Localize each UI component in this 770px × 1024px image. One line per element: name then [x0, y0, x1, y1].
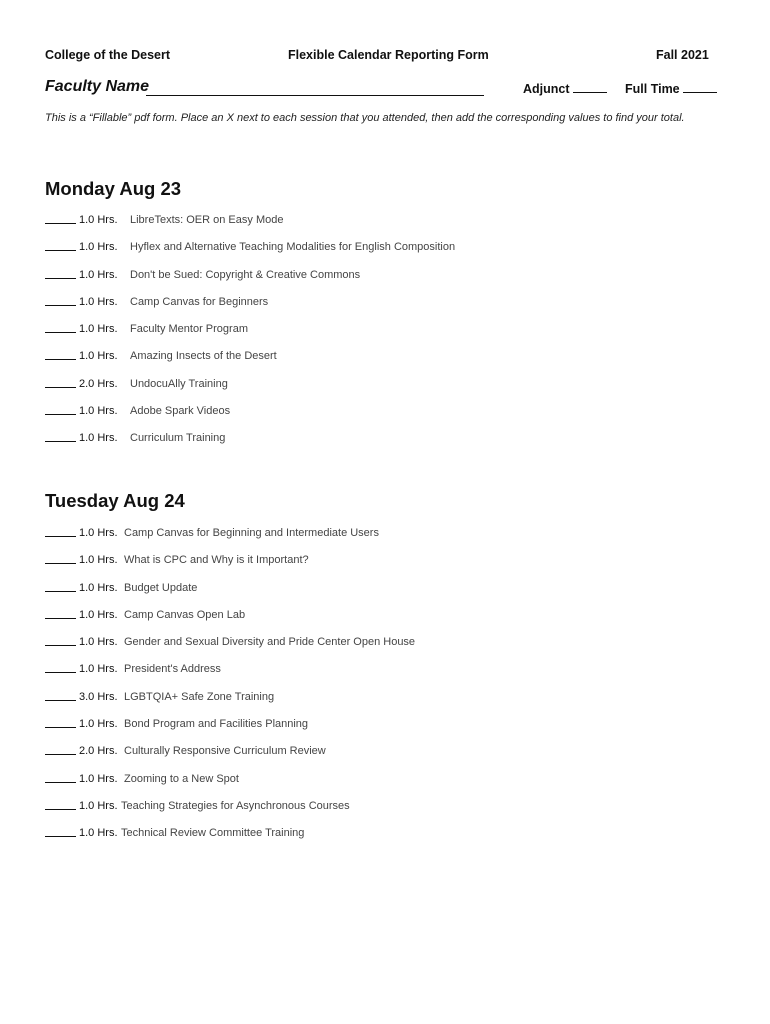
attendance-field[interactable] — [45, 836, 76, 837]
institution-name: College of the Desert — [45, 48, 171, 62]
session-title: Budget Update — [124, 581, 198, 594]
faculty-row — [45, 78, 735, 100]
session-hours: 1.0 Hrs. — [79, 350, 118, 363]
session-hours: 1.0 Hrs. — [79, 295, 118, 308]
session-title: Bond Program and Facilities Planning — [124, 718, 309, 731]
session-title: Amazing Insects of the Desert — [130, 350, 277, 363]
session-title: Camp Canvas for Beginners — [130, 295, 269, 308]
session-hours: 1.0 Hrs. — [79, 827, 118, 840]
attendance-field[interactable] — [45, 809, 76, 810]
session-title: Culturally Responsive Curriculum Review — [124, 745, 326, 758]
session-title: Teaching Strategies for Asynchronous Courses — [121, 799, 350, 812]
day-heading-tuesday: Tuesday Aug 24 — [45, 490, 185, 511]
session-hours: 1.0 Hrs. — [79, 663, 118, 676]
session-hours: 1.0 Hrs. — [79, 432, 118, 445]
adjunct-option[interactable] — [523, 82, 607, 96]
term-label: Fall 2021 — [656, 48, 709, 62]
session-hours: 1.0 Hrs. — [79, 718, 118, 731]
attendance-field[interactable] — [45, 727, 76, 728]
form-title: Flexible Calendar Reporting Form — [288, 48, 489, 62]
session-title: President's Address — [124, 663, 221, 676]
session-hours: 1.0 Hrs. — [79, 323, 118, 336]
session-hours: 2.0 Hrs. — [79, 745, 118, 758]
session-hours: 1.0 Hrs. — [79, 268, 118, 281]
session-title: LGBTQIA+ Safe Zone Training — [124, 690, 275, 703]
session-title: Camp Canvas Open Lab — [124, 608, 246, 621]
session-title: Camp Canvas for Beginning and Intermediate Users — [124, 527, 379, 539]
attendance-field[interactable] — [45, 359, 76, 360]
attendance-field[interactable] — [45, 223, 76, 224]
attendance-field[interactable] — [45, 672, 76, 673]
attendance-field[interactable] — [45, 250, 76, 251]
session-title: Faculty Mentor Program — [130, 323, 248, 336]
attendance-field[interactable] — [45, 591, 76, 592]
session-title: Curriculum Training — [130, 432, 226, 445]
session-hours: 1.0 Hrs. — [79, 554, 118, 567]
attendance-field[interactable] — [45, 278, 76, 279]
attendance-field[interactable] — [45, 754, 76, 755]
adjunct-label: Adjunct — [523, 82, 570, 96]
adjunct-field[interactable] — [573, 82, 607, 93]
attendance-field[interactable] — [45, 387, 76, 388]
attendance-field[interactable] — [45, 782, 76, 783]
faculty-name-label: Faculty Name — [45, 78, 150, 95]
full-time-field[interactable] — [683, 82, 717, 93]
session-title: UndocuAlly Training — [130, 377, 228, 390]
instructions-text: This is a “Fillable” pdf form. Place an X next to each session that you attended, then add the corresponding values to find your total. — [45, 112, 685, 124]
attendance-field[interactable] — [45, 414, 76, 415]
attendance-field[interactable] — [45, 305, 76, 306]
session-title: Adobe Spark Videos — [130, 405, 231, 418]
session-title: Gender and Sexual Diversity and Pride Center Open House — [124, 636, 416, 649]
attendance-field[interactable] — [45, 700, 76, 701]
session-hours: 1.0 Hrs. — [79, 405, 118, 418]
faculty-name-field[interactable] — [146, 95, 484, 96]
session-title: LibreTexts: OER on Easy Mode — [130, 214, 284, 226]
attendance-field[interactable] — [45, 645, 76, 646]
session-hours: 1.0 Hrs. — [79, 772, 118, 785]
session-title: Zooming to a New Spot — [124, 772, 239, 785]
attendance-field[interactable] — [45, 332, 76, 333]
session-hours: 1.0 Hrs. — [79, 527, 118, 539]
attendance-field[interactable] — [45, 618, 76, 619]
session-hours: 1.0 Hrs. — [79, 214, 118, 226]
session-hours: 3.0 Hrs. — [79, 690, 118, 703]
attendance-field[interactable] — [45, 563, 76, 564]
session-hours: 1.0 Hrs. — [79, 799, 118, 812]
session-hours: 1.0 Hrs. — [79, 636, 118, 649]
day-heading-monday: Monday Aug 23 — [45, 178, 182, 199]
session-title: Don't be Sued: Copyright & Creative Commons — [130, 268, 361, 281]
session-hours: 1.0 Hrs. — [79, 608, 118, 621]
attendance-field[interactable] — [45, 441, 76, 442]
session-title: Technical Review Committee Training — [121, 827, 305, 840]
full-time-label: Full Time — [625, 82, 680, 96]
full-time-option[interactable] — [625, 82, 717, 96]
session-title: What is CPC and Why is it Important? — [124, 554, 309, 567]
session-hours: 1.0 Hrs. — [79, 581, 118, 594]
session-hours: 2.0 Hrs. — [79, 377, 118, 390]
attendance-field[interactable] — [45, 536, 76, 537]
session-title: Hyflex and Alternative Teaching Modalities for English Composition — [130, 241, 456, 254]
session-hours: 1.0 Hrs. — [79, 241, 118, 254]
